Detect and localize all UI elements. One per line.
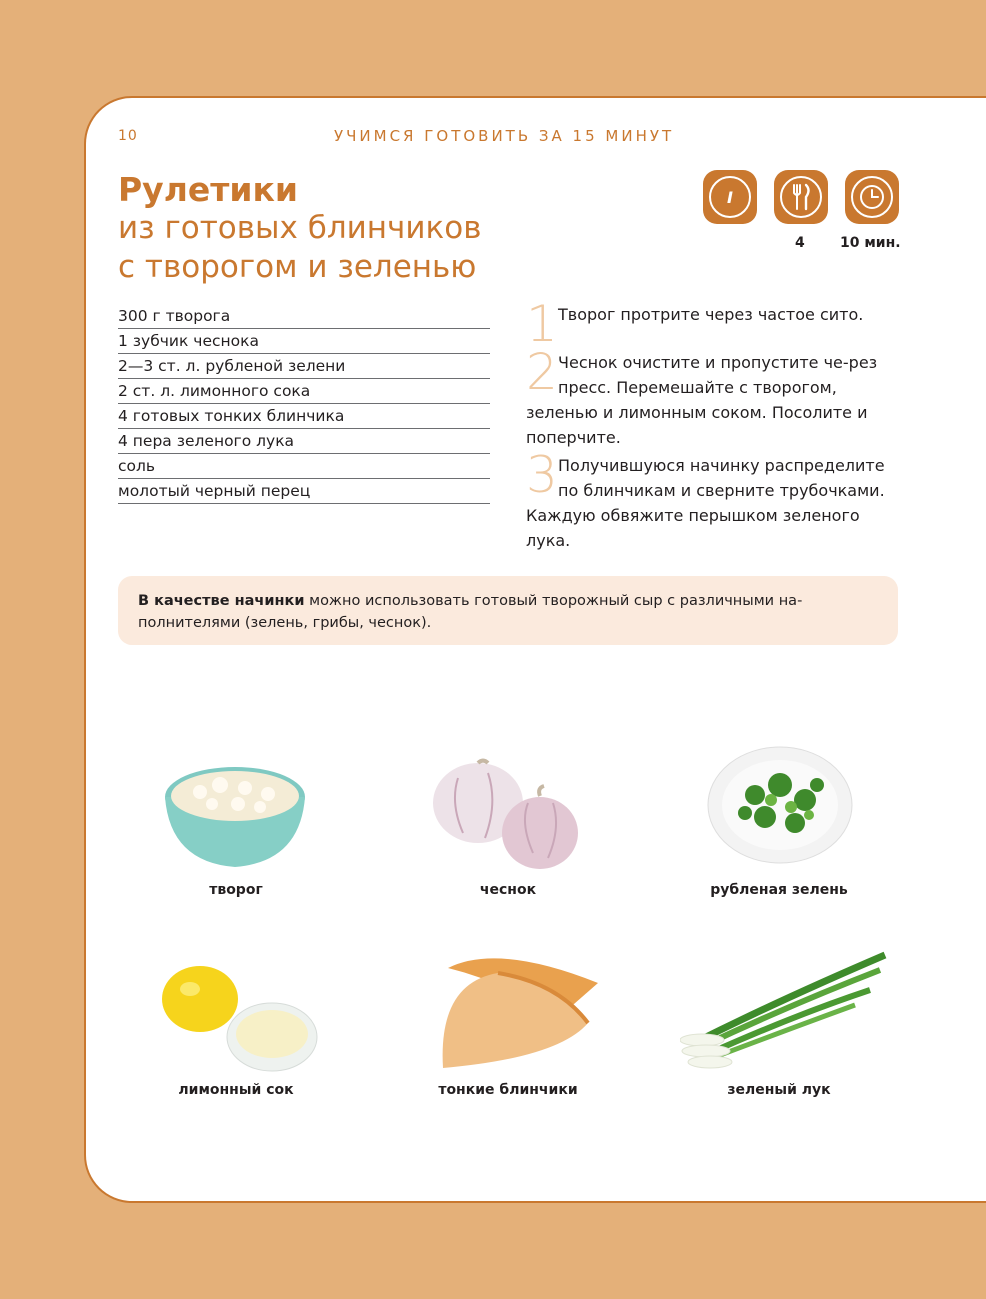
clock-icon [845,170,899,224]
running-title: УЧИМСЯ ГОТОВИТЬ ЗА 15 МИНУТ [334,127,675,145]
photo-caption: лимонный сок [178,1082,294,1098]
step-number: 3 [526,446,558,504]
tip-text: можно использовать готовый творожный сыр с различными на-полнителями (зелень, грибы, чеснок). [138,593,803,631]
step-number: 2 [526,343,558,401]
page-number: 10 [118,128,138,144]
step-text: Получившуюся начинку распределите по блинчикам и сверните трубочками. Каждую обвяжите перышком зеленого лука. [526,456,885,550]
garlic-image [428,758,588,873]
green-onion-image [680,945,890,1080]
step-number: 1 [526,295,558,353]
recipe-title: Рулетики [118,170,299,209]
step-text: Творог протрите через частое сито. [558,305,864,324]
fork-knife-icon [774,170,828,224]
ingredients-list [118,304,490,504]
recipe-subtitle: из готовых блинчиков с творогом и зеленью [118,210,482,285]
step-item [526,343,896,450]
ingredient-item: 2 ст. л. лимонного сока [118,379,490,404]
steps-list [526,295,896,556]
ingredient-item: молотый черный перец [118,479,490,504]
cottage-cheese-image [160,752,310,872]
ingredient-item: соль [118,454,490,479]
photo-caption: творог [209,882,263,898]
photo-caption: тонкие блинчики [438,1082,578,1098]
time-value: 10 мин. [840,235,901,251]
ingredient-item: 4 готовых тонких блинчика [118,404,490,429]
tip-bold: В качестве начинки [138,593,305,609]
step-item [526,295,896,353]
step-text: Чеснок очистите и пропустите че-рез пресс. Перемешайте с творогом, зеленью и лимонным соком. Посолите и поперчите. [526,353,878,447]
ingredient-item: 300 г творога [118,304,490,329]
ingredient-item: 2—3 ст. л. рубленой зелени [118,354,490,379]
lemon-juice-image [152,962,322,1077]
ingredient-item: 1 зубчик чеснока [118,329,490,354]
difficulty-level-icon: I [703,170,757,224]
tip-box [118,576,898,645]
ingredient-item: 4 пера зеленого лука [118,429,490,454]
photo-caption: зеленый лук [727,1082,831,1098]
pancakes-image [438,943,603,1073]
photo-caption: рубленая зелень [710,882,848,898]
servings-value: 4 [795,235,805,251]
step-item [526,446,896,553]
photo-caption: чеснок [479,882,537,898]
chopped-greens-image [705,745,855,870]
